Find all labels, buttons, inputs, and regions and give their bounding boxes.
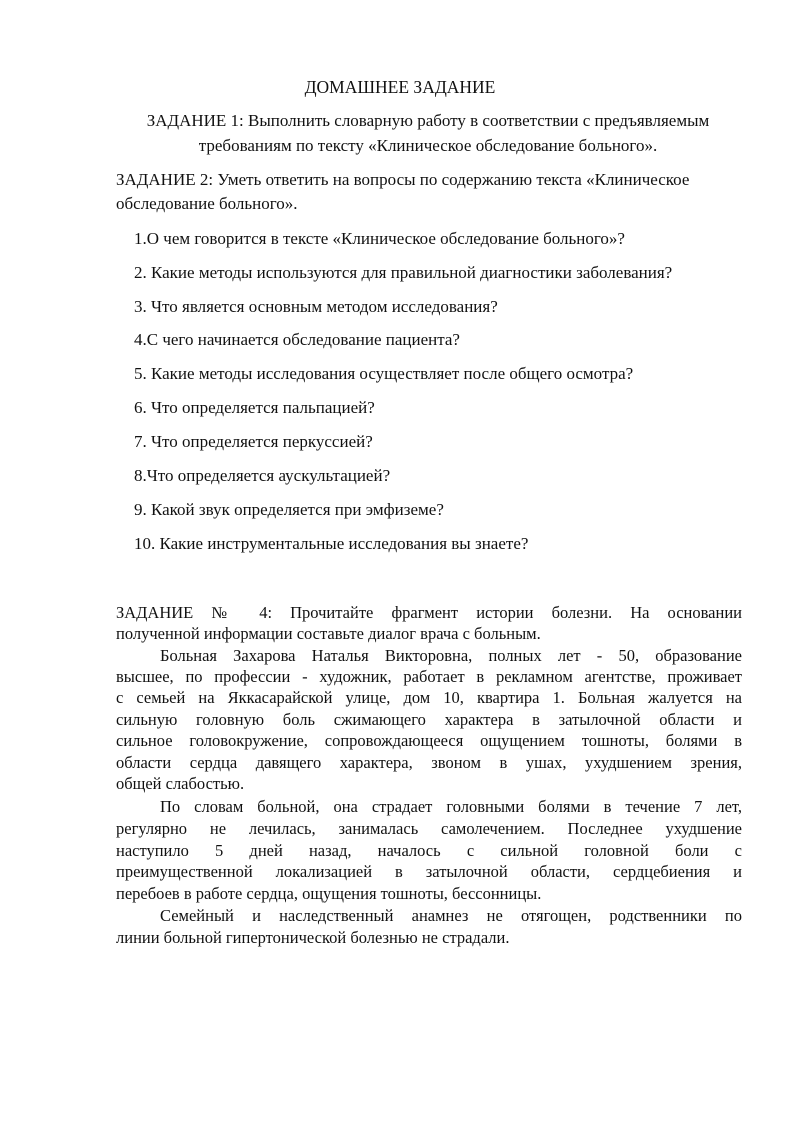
task4-line-10: По словам больной, она страдает головными болями в течение 7 лет, (160, 797, 742, 816)
task4-line-14: перебоев в работе сердца, ощущения тошноты, бессонницы. (116, 884, 542, 903)
question-item-3: 3. Что является основным методом исследования? (134, 297, 498, 316)
task2-line-2: обследование больного». (116, 194, 298, 213)
task1-line-2: требованиям по тексту «Клиническое обследование больного». (198, 136, 658, 155)
task4-line-13: преимущественной локализацией в затылочной области, сердцебиения и (116, 862, 742, 881)
task4-line-7: сильное головокружение, сопровождающееся ощущением тошноты, болями в (116, 731, 742, 750)
page-title: ДОМАШНЕЕ ЗАДАНИЕ (304, 77, 496, 97)
task4-line-6: сильную головную боль сжимающего характера в затылочной области и (116, 710, 742, 729)
task4-line-12: наступило 5 дней назад, началось с сильной головной боли с (116, 841, 742, 860)
question-item-9: 9. Какой звук определяется при эмфиземе? (134, 500, 444, 519)
task2-line-1: ЗАДАНИЕ 2: Уметь ответить на вопросы по содержанию текста «Клиническое (116, 170, 690, 189)
task4-line-1: ЗАДАНИЕ № 4: Прочитайте фрагмент истории болезни. На основании (116, 603, 742, 622)
task4-line-3: Больная Захарова Наталья Викторовна, полных лет - 50, образование (160, 646, 742, 665)
task4-line-11: регулярно не лечилась, занималась самолечением. Последнее ухудшение (116, 819, 742, 838)
question-item-7: 7. Что определяется перкуссией? (134, 432, 373, 451)
task4-line-5: с семьей на Яккасарайской улице, дом 10, квартира 1. Больная жалуется на (116, 688, 742, 707)
question-item-8: 8.Что определяется аускультацией? (134, 466, 391, 485)
task4-line-2: полученной информации составьте диалог врача с больным. (116, 624, 541, 643)
question-item-2: 2. Какие методы используются для правильной диагностики заболевания? (134, 263, 673, 282)
question-item-1: 1.О чем говорится в тексте «Клиническое обследование больного»? (134, 229, 625, 248)
task4-line-15: Семейный и наследственный анамнез не отягощен, родственники по (160, 906, 742, 925)
question-item-4: 4.С чего начинается обследование пациента? (134, 330, 460, 349)
question-item-6: 6. Что определяется пальпацией? (134, 398, 375, 417)
task4-line-16: линии больной гипертонической болезнью не страдали. (116, 928, 510, 947)
question-item-10: 10. Какие инструментальные исследования вы знаете? (134, 534, 529, 553)
task4-line-9: общей слабостью. (116, 774, 245, 793)
question-item-5: 5. Какие методы исследования осуществляет после общего осмотра? (134, 364, 634, 383)
task4-line-8: области сердца давящего характера, звоном в ушах, ухудшением зрения, (116, 753, 742, 772)
task1-line-1: ЗАДАНИЕ 1: Выполнить словарную работу в соответствии с предъявляемым (146, 111, 710, 130)
task4-line-4: высшее, по профессии - художник, работает в рекламном агентстве, проживает (116, 667, 742, 686)
